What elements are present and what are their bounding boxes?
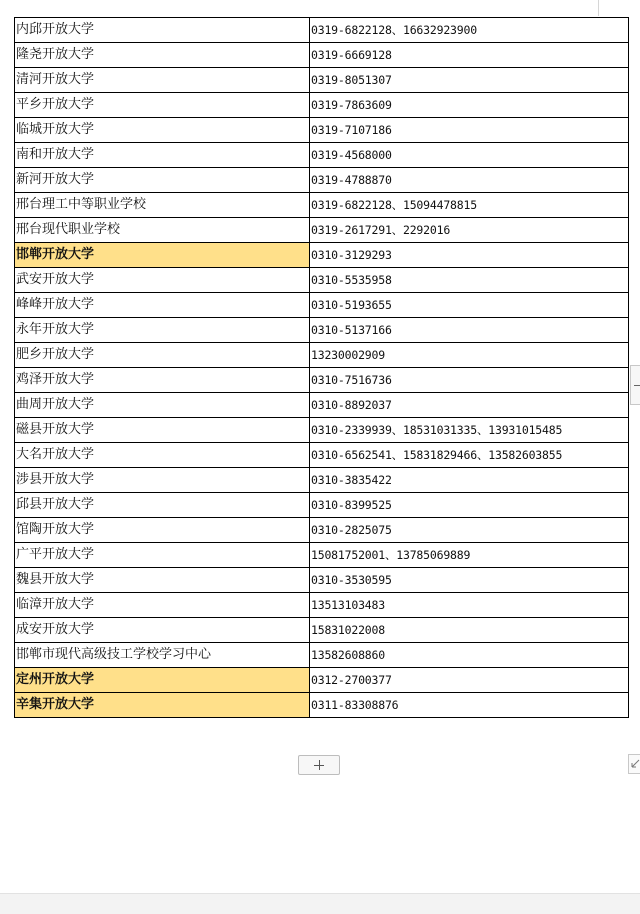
document-top-edge [0,0,640,16]
institution-name-cell[interactable]: 永年开放大学 [15,318,310,343]
phone-cell[interactable]: 0319-6822128、15094478815 [310,193,629,218]
table-row [15,668,629,693]
table-row [15,343,629,368]
plus-icon-stem [319,760,320,770]
add-row-button[interactable] [298,755,340,775]
table-row [15,493,629,518]
table-row [15,318,629,343]
phone-cell[interactable]: 0310-8892037 [310,393,629,418]
table-row [15,468,629,493]
phone-cell[interactable]: 0319-4568000 [310,143,629,168]
phone-cell[interactable]: 0310-3129293 [310,243,629,268]
table-row [15,168,629,193]
institution-name-cell[interactable]: 武安开放大学 [15,268,310,293]
institution-name-cell[interactable]: 曲周开放大学 [15,393,310,418]
table-row [15,93,629,118]
phone-cell[interactable]: 0319-7863609 [310,93,629,118]
institution-name-cell[interactable]: 临城开放大学 [15,118,310,143]
table-row [15,293,629,318]
institution-name-cell[interactable]: 涉县开放大学 [15,468,310,493]
institution-name-cell[interactable]: 南和开放大学 [15,143,310,168]
phone-cell[interactable]: 13230002909 [310,343,629,368]
institution-name-cell[interactable]: 定州开放大学 [15,668,310,693]
phone-cell[interactable]: 0310-7516736 [310,368,629,393]
institution-name-cell[interactable]: 内邱开放大学 [15,18,310,43]
phone-cell[interactable]: 0319-7107186 [310,118,629,143]
contact-table [14,17,629,718]
phone-cell[interactable]: 0312-2700377 [310,668,629,693]
institution-name-cell[interactable]: 平乡开放大学 [15,93,310,118]
table-row [15,118,629,143]
institution-name-cell[interactable]: 大名开放大学 [15,443,310,468]
table-row [15,518,629,543]
institution-name-cell[interactable]: 魏县开放大学 [15,568,310,593]
table-row [15,68,629,93]
table-resize-handle[interactable] [628,754,640,774]
table-row [15,43,629,68]
table-row [15,643,629,668]
phone-cell[interactable]: 0310-5137166 [310,318,629,343]
add-column-button[interactable] [630,365,640,405]
contact-table-body [15,18,629,718]
institution-name-cell[interactable]: 邯郸市现代高级技工学校学习中心 [15,643,310,668]
institution-name-cell[interactable]: 辛集开放大学 [15,693,310,718]
phone-cell[interactable]: 0310-8399525 [310,493,629,518]
table-row [15,593,629,618]
institution-name-cell[interactable]: 肥乡开放大学 [15,343,310,368]
phone-cell[interactable]: 0311-83308876 [310,693,629,718]
phone-cell[interactable]: 13582608860 [310,643,629,668]
table-row [15,543,629,568]
phone-cell[interactable]: 15081752001、13785069889 [310,543,629,568]
phone-cell[interactable]: 0310-3530595 [310,568,629,593]
institution-name-cell[interactable]: 临漳开放大学 [15,593,310,618]
table-row [15,418,629,443]
table-row [15,368,629,393]
table-row [15,18,629,43]
institution-name-cell[interactable]: 成安开放大学 [15,618,310,643]
table-row [15,568,629,593]
phone-cell[interactable]: 0310-2339939、18531031335、13931015485 [310,418,629,443]
table-row [15,268,629,293]
institution-name-cell[interactable]: 鸡泽开放大学 [15,368,310,393]
phone-cell[interactable]: 0310-5193655 [310,293,629,318]
phone-cell[interactable]: 13513103483 [310,593,629,618]
phone-cell[interactable]: 15831022008 [310,618,629,643]
table-row [15,393,629,418]
table-row [15,618,629,643]
phone-cell[interactable]: 0310-3835422 [310,468,629,493]
phone-cell[interactable]: 0319-6669128 [310,43,629,68]
institution-name-cell[interactable]: 磁县开放大学 [15,418,310,443]
phone-cell[interactable]: 0319-4788870 [310,168,629,193]
status-bar [0,893,640,914]
institution-name-cell[interactable]: 邢台现代职业学校 [15,218,310,243]
phone-cell[interactable]: 0310-2825075 [310,518,629,543]
institution-name-cell[interactable]: 清河开放大学 [15,68,310,93]
institution-name-cell[interactable]: 邯郸开放大学 [15,243,310,268]
phone-cell[interactable]: 0319-6822128、16632923900 [310,18,629,43]
institution-name-cell[interactable]: 新河开放大学 [15,168,310,193]
page-divider [598,0,599,16]
table-row [15,143,629,168]
institution-name-cell[interactable]: 峰峰开放大学 [15,293,310,318]
table-row [15,243,629,268]
table-row [15,218,629,243]
phone-cell[interactable]: 0319-2617291、2292016 [310,218,629,243]
table-row [15,443,629,468]
institution-name-cell[interactable]: 邱县开放大学 [15,493,310,518]
table-row [15,193,629,218]
table-row [15,693,629,718]
phone-cell[interactable]: 0310-5535958 [310,268,629,293]
institution-name-cell[interactable]: 邢台理工中等职业学校 [15,193,310,218]
resize-arrow-icon [631,759,640,768]
institution-name-cell[interactable]: 馆陶开放大学 [15,518,310,543]
phone-cell[interactable]: 0310-6562541、15831829466、13582603855 [310,443,629,468]
institution-name-cell[interactable]: 隆尧开放大学 [15,43,310,68]
institution-name-cell[interactable]: 广平开放大学 [15,543,310,568]
plus-icon [634,385,640,386]
phone-cell[interactable]: 0319-8051307 [310,68,629,93]
